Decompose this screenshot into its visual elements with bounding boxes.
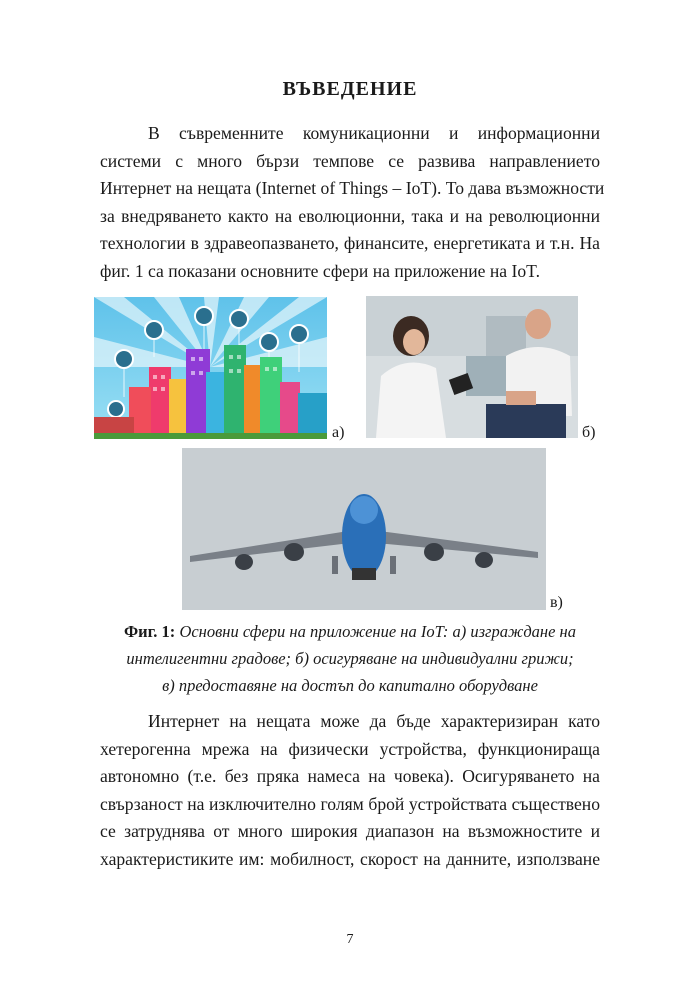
caption-text: интелигентни градове; б) осигуряване на индивидуални грижи;: [126, 649, 574, 668]
text-line: се затруднява от много широкия диапазон на възможностите и: [100, 821, 600, 842]
smart-city-image: [94, 297, 327, 439]
figure-caption: [0, 618, 700, 699]
text-line: хетерогенна мрежа на физически устройства, функционираща: [100, 738, 600, 759]
text-line: Интернет на нещата (Internet of Things – IoT). То дава възможности: [100, 178, 605, 199]
text-line: свързаност на изключително голям брой устройствата съществено: [100, 793, 600, 814]
text-line: технологии в здравеопазването, финансите, енергетиката и т.н. На: [100, 233, 600, 254]
caption-text: в) предоставяне на достъп до капитално оборудване: [162, 676, 538, 695]
healthcare-photo: [366, 296, 578, 438]
figure-label-a: а): [332, 424, 345, 441]
text-line: за внедряването както на еволюционни, така и на революционни: [100, 205, 600, 226]
caption-text: Основни сфери на приложение на IoT: а) изграждане на: [179, 622, 576, 641]
text-line: Интернет на нещата може да бъде характеризиран като: [148, 711, 600, 731]
page-number: 7: [346, 932, 354, 947]
page-title: ВЪВЕДЕНИЕ: [282, 78, 418, 100]
intro-paragraph: [100, 120, 605, 286]
text-line: В съвременните комуникационни и информационни: [148, 123, 600, 143]
body-paragraph: [100, 708, 600, 874]
text-line: характеристиките им: мобилност, скорост на данните, използване: [100, 848, 600, 869]
text-line: фиг. 1 са показани основните сфери на приложение на IoT.: [100, 260, 540, 281]
text-line: автономно (т.е. без пряка намеса на човека). Осигуряването на: [100, 766, 600, 787]
text-line: системи с много бързи темпове се развива направлението: [100, 150, 600, 171]
caption-label: Фиг. 1:: [124, 622, 176, 641]
figure-label-b: б): [582, 424, 596, 441]
figure-label-c: в): [550, 594, 563, 611]
airplane-photo: [182, 448, 546, 610]
